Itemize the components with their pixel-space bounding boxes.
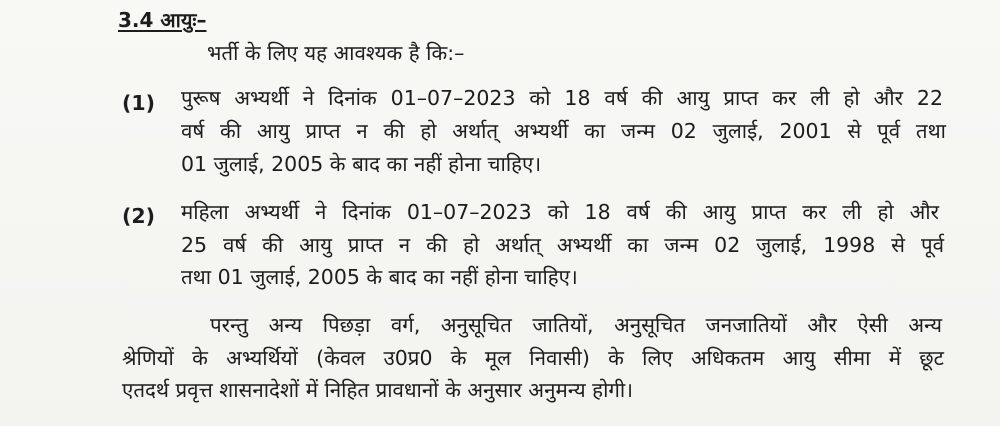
item-2-number: (2) xyxy=(122,204,156,228)
item-2-line-2: 25 वर्ष की आयु प्राप्त न की हो अर्थात् अभ्यर्थी का जन्म 02 जुलाई, 1998 से पूर्व xyxy=(181,233,944,257)
intro-text: भर्ती के लिए यह आवश्यक है कि:– xyxy=(207,41,465,65)
proviso-line-2: श्रेणियों के अभ्यर्थियों (केवल उ0प्र0 के मूल निवासी) के लिए अधिकतम आयु सीमा में छूट xyxy=(122,346,944,370)
item-1-number: (1) xyxy=(122,91,156,115)
item-1-line-3: 01 जुलाई, 2005 के बाद का नहीं होना चाहिए। xyxy=(181,152,542,176)
item-1-line-1: पुरूष अभ्यर्थी ने दिनांक 01–07–2023 को 18 वर्ष की आयु प्राप्त कर ली हो और 22 xyxy=(181,86,943,110)
item-2-line-3: तथा 01 जुलाई, 2005 के बाद का नहीं होना चाहिए। xyxy=(181,265,578,289)
item-1-line-2: वर्ष की आयु प्राप्त न की हो अर्थात् अभ्यर्थी का जन्म 02 जुलाई, 2001 से पूर्व तथा xyxy=(181,119,946,143)
item-2-line-1: महिला अभ्यर्थी ने दिनांक 01–07–2023 को 18 वर्ष की आयु प्राप्त कर ली हो और xyxy=(181,200,939,224)
proviso-line-3: एतदर्थ प्रवृत्त शासनादेशों में निहित प्रावधानों के अनुसार अनुमन्य होगी। xyxy=(122,378,633,402)
section-heading: 3.4 आयुः– xyxy=(118,8,207,32)
proviso-line-1: परन्तु अन्य पिछड़ा वर्ग, अनुसूचित जातियों, अनुसूचित जनजातियों और ऐसी अन्य xyxy=(210,313,942,337)
